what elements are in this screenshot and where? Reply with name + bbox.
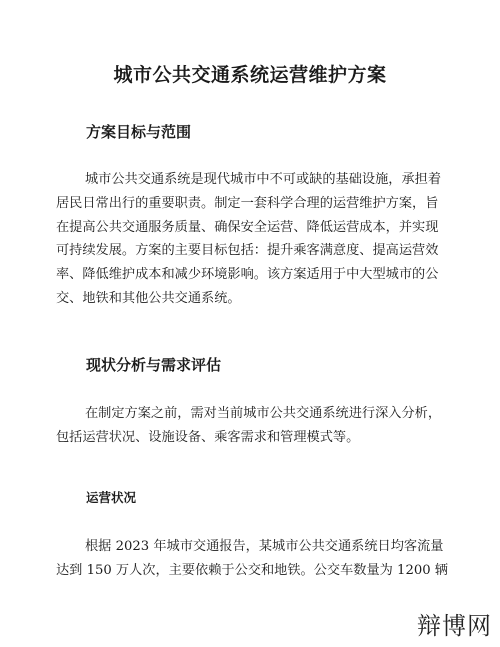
paragraph-line: 居民日常出行的重要职责。制定一套科学合理的运营维护方案，旨 (56, 195, 439, 211)
document-title: 城市公共交通系统运营维护方案 (113, 64, 387, 86)
paragraph-line: 交、地铁和其他公共交通系统。 (56, 290, 241, 306)
subsection-paragraph-operations (56, 535, 446, 583)
paragraph-line: 城市公共交通系统是现代城市中不可或缺的基础设施，承担着 (85, 172, 442, 187)
paragraph-line: 率、降低维护成本和减少环境影响。该方案适用于中大型城市的公 (56, 267, 439, 283)
subsection-heading-operations: 运营状况 (86, 490, 137, 505)
section-heading-analysis: 现状分析与需求评估 (86, 356, 222, 374)
paragraph-line: 可持续发展。方案的主要目标包括：提升乘客满意度、提高运营效 (56, 243, 439, 259)
paragraph-line: 包括运营状况、设施设备、乘客需求和管理模式等。 (56, 429, 360, 445)
paragraph-line: 在提高公共交通服务质量、确保安全运营、降低运营成本，并实现 (56, 219, 439, 235)
section-paragraph-analysis (56, 402, 446, 450)
paragraph-line: 根据 2023 年城市交通报告，某城市公共交通系统日均客流量 (85, 539, 444, 554)
paragraph-line: 达到 150 万人次，主要依赖于公交和地铁。公交车数量为 1200 辆 (56, 562, 448, 578)
section-paragraph-goals (56, 168, 446, 311)
paragraph-line: 在制定方案之前，需对当前城市公共交通系统进行深入分析， (85, 406, 442, 421)
section-heading-goals: 方案目标与范围 (86, 123, 192, 141)
site-watermark: 辩博网 (417, 612, 492, 640)
